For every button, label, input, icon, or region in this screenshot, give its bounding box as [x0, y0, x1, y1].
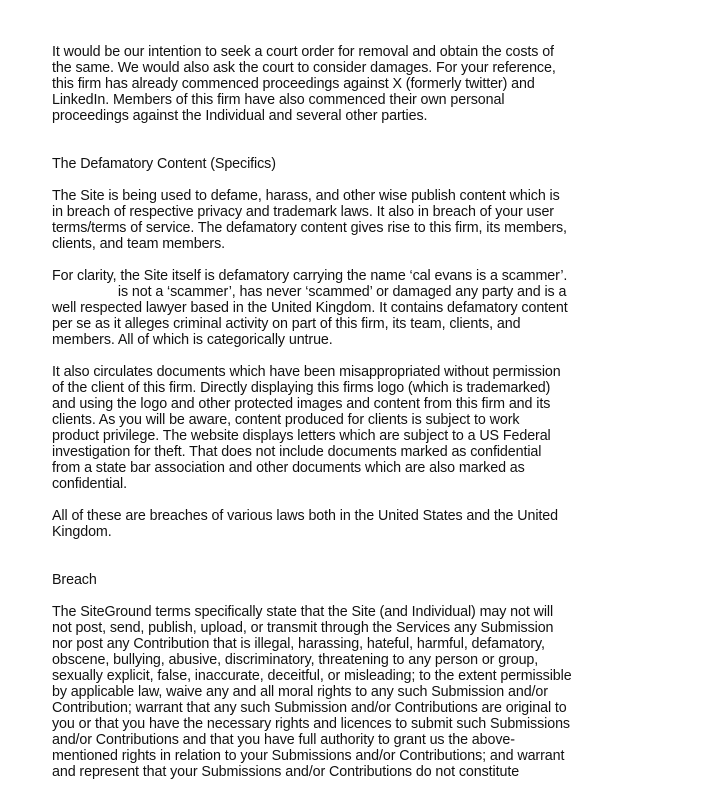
document-page — [52, 44, 682, 796]
section-breach — [52, 556, 682, 780]
paragraph-clarity — [52, 268, 682, 348]
clarity-rest: well respected lawyer based in the United Kingdom. It contains defamatory content per se as it alleges criminal activity on part of this firm, its team, clients, and members. All of which is categorically untrue. — [52, 300, 568, 348]
paragraph-documents: It also circulates documents which have been misappropriated without permission of the client of this firm. Directly displaying this firms logo (which is trademarked) and using the logo and other protected images and content from this firm and its clients. As you will be aware, content produced for clients is subject to work product privilege. The website displays letters which are subject to a US Federal investigation for theft. That does not include documents marked as confidential from a state bar association and other documents which are also marked as confidential. — [52, 364, 561, 492]
redacted-name — [52, 286, 114, 298]
clarity-line-2: is not a ‘scammer’, has never ‘scammed’ or damaged any party and is a — [114, 284, 567, 300]
paragraph-breaches: All of these are breaches of various laws both in the United States and the United Kingdom. — [52, 508, 559, 540]
heading-defamatory-content: The Defamatory Content (Specifics) — [52, 156, 276, 172]
heading-breach: Breach — [52, 572, 97, 588]
paragraph-breach: The SiteGround terms specifically state that the Site (and Individual) may not will not post, send, publish, upload, or transmit through the Services any Submission nor post any Contribution that is illegal, harassing, hateful, harmful, defamatory, obscene, bullying, abusive, discriminatory, threatening to any person or group, sexually explicit, false, inaccurate, deceitful, or misleading; to the extent permissible by applicable law, waive any and all moral rights to any such Submission and/or Contribution; warrant that any such Submission and/or Contributions are original to you or that you have the necessary rights and licences to submit such Submissions and/or Contributions and that you have full authority to grant us the above- mentioned rights in relation to your Submissions and/or Contributions; and warrant and represent that your Submissions and/or Contributions do not constitute — [52, 604, 572, 780]
paragraph-intro: It would be our intention to seek a court order for removal and obtain the costs of the same. We would also ask the court to consider damages. For your reference, this firm has already commenced proceedings against X (formerly twitter) and LinkedIn. Members of this firm have also commenced their own personal proceedings against the Individual and several other parties. — [52, 44, 556, 124]
section-defamatory-content — [52, 140, 682, 252]
clarity-line-1: For clarity, the Site itself is defamatory carrying the name ‘cal evans is a scammer’. — [52, 268, 568, 284]
paragraph-defamatory-content: The Site is being used to defame, harass, and other wise publish content which is in breach of respective privacy and trademark laws. It also in breach of your user terms/terms of service. The defamatory content gives rise to this firm, its members, clients, and team members. — [52, 188, 567, 252]
